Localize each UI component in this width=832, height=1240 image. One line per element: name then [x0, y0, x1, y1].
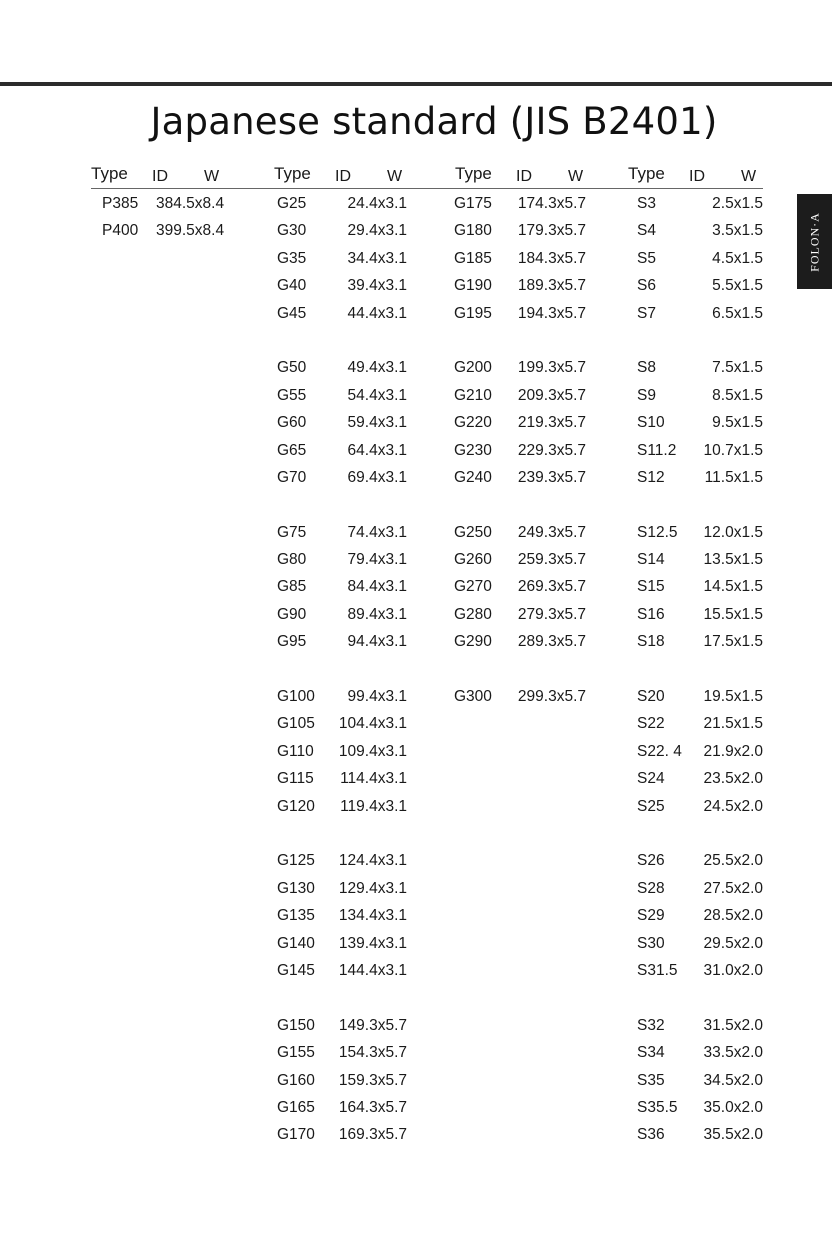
column-header-4: [628, 164, 808, 188]
table-row: [637, 464, 763, 491]
size-cell: 174.3x5.7: [517, 195, 586, 212]
type-cell: S6: [637, 277, 656, 295]
table-row: [277, 793, 407, 820]
header-rule: [91, 188, 763, 189]
group-spacer: [277, 820, 407, 847]
type-cell: S29: [637, 907, 665, 925]
table-row: [454, 245, 586, 272]
type-cell: G55: [277, 386, 307, 404]
size-cell: 109.4x3.1: [338, 742, 407, 760]
type-cell: G75: [277, 523, 307, 541]
table-row: [637, 573, 763, 600]
type-cell: G155: [277, 1044, 315, 1062]
type-cell: G170: [277, 1126, 315, 1144]
type-cell: G190: [454, 277, 492, 295]
table-row: [277, 902, 407, 929]
type-cell: G120: [277, 797, 315, 815]
group-spacer: [454, 327, 586, 354]
table-row: [637, 1039, 763, 1066]
table-row: [277, 738, 407, 765]
size-cell: 199.3x5.7: [517, 359, 586, 377]
size-cell: 35.0x2.0: [703, 1098, 763, 1116]
size-cell: 94.4x3.1: [347, 633, 407, 651]
type-cell: S22. 4: [637, 742, 682, 760]
type-cell: S3: [637, 195, 656, 212]
group-spacer: [454, 491, 586, 518]
table-row: [277, 1121, 407, 1148]
size-cell: 4.5x1.5: [712, 249, 763, 267]
side-tab: [797, 194, 832, 289]
type-cell: G220: [454, 414, 492, 432]
table-row: [277, 437, 407, 464]
type-cell: G30: [277, 222, 307, 240]
type-cell: S12: [637, 468, 665, 486]
type-cell: G70: [277, 468, 307, 486]
type-cell: G195: [454, 304, 492, 322]
size-cell: 31.5x2.0: [703, 1016, 763, 1034]
size-cell: 31.0x2.0: [703, 961, 763, 979]
header-id: ID: [152, 168, 168, 185]
size-cell: 3.5x1.5: [712, 222, 763, 240]
table-row: [277, 930, 407, 957]
table-row: [102, 217, 232, 244]
table-row: [637, 957, 763, 984]
table-row: [277, 957, 407, 984]
table-row: [454, 628, 586, 655]
type-cell: G185: [454, 249, 492, 267]
type-cell: G165: [277, 1098, 315, 1116]
header-w: W: [741, 168, 757, 185]
size-cell: 139.4x3.1: [338, 934, 407, 952]
size-cell: 64.4x3.1: [347, 441, 407, 459]
type-cell: G35: [277, 249, 307, 267]
table-row: [454, 409, 586, 436]
type-cell: S24: [637, 770, 665, 788]
size-cell: 99.4x3.1: [347, 688, 407, 706]
table-row: [454, 300, 586, 327]
header-w: W: [387, 168, 403, 185]
type-cell: G270: [454, 578, 492, 596]
group-spacer: [637, 656, 763, 683]
type-cell: G135: [277, 907, 315, 925]
type-cell: G300: [454, 688, 492, 706]
header-w: W: [204, 168, 220, 185]
type-cell: S32: [637, 1016, 665, 1034]
size-cell: 33.5x2.0: [703, 1044, 763, 1062]
size-cell: 179.3x5.7: [517, 222, 586, 240]
size-cell: 124.4x3.1: [338, 852, 407, 870]
size-cell: 28.5x2.0: [703, 907, 763, 925]
table-row: [637, 190, 763, 217]
table-row: [277, 875, 407, 902]
size-cell: 34.5x2.0: [703, 1071, 763, 1089]
size-cell: 13.5x1.5: [703, 551, 763, 569]
header-id: ID: [335, 168, 351, 185]
size-cell: 69.4x3.1: [347, 468, 407, 486]
type-cell: G145: [277, 961, 315, 979]
header-type: Type: [628, 164, 665, 183]
table-row: [637, 354, 763, 381]
size-cell: 154.3x5.7: [338, 1044, 407, 1062]
column-p-series: [102, 190, 232, 245]
size-cell: 39.4x3.1: [347, 277, 407, 295]
table-row: [102, 190, 232, 217]
size-cell: 2.5x1.5: [712, 195, 763, 212]
size-cell: 269.3x5.7: [517, 578, 586, 596]
type-cell: S25: [637, 797, 665, 815]
group-spacer: [454, 656, 586, 683]
size-cell: 19.5x1.5: [703, 688, 763, 706]
type-cell: S28: [637, 879, 665, 897]
table-row: [454, 519, 586, 546]
type-cell: S14: [637, 551, 665, 569]
header-id: ID: [689, 168, 705, 185]
table-row: [454, 464, 586, 491]
type-cell: G200: [454, 359, 492, 377]
size-cell: 299.3x5.7: [517, 688, 586, 706]
table-row: [277, 546, 407, 573]
type-cell: G80: [277, 551, 307, 569]
size-cell: 119.4x3.1: [340, 797, 407, 815]
group-spacer: [277, 656, 407, 683]
type-cell: S22: [637, 715, 665, 733]
size-cell: 229.3x5.7: [517, 441, 586, 459]
size-cell: 24.4x3.1: [347, 195, 407, 212]
group-spacer: [277, 327, 407, 354]
table-row: [454, 190, 586, 217]
size-cell: 49.4x3.1: [347, 359, 407, 377]
type-cell: G125: [277, 852, 315, 870]
size-cell: 89.4x3.1: [347, 605, 407, 623]
size-cell: 12.0x1.5: [703, 523, 763, 541]
table-row: [277, 1012, 407, 1039]
type-cell: G110: [277, 742, 314, 760]
table-row: [637, 902, 763, 929]
type-cell: G45: [277, 304, 307, 322]
size-cell: 149.3x5.7: [338, 1016, 407, 1034]
group-spacer: [637, 327, 763, 354]
table-row: [637, 875, 763, 902]
type-cell: P385: [102, 195, 139, 212]
type-cell: G100: [277, 688, 315, 706]
type-cell: G25: [277, 195, 307, 212]
table-row: [637, 628, 763, 655]
table-row: [454, 683, 586, 710]
table-row: [277, 519, 407, 546]
table-row: [637, 382, 763, 409]
size-cell: 35.5x2.0: [703, 1126, 763, 1144]
table-row: [637, 519, 763, 546]
type-cell: S11.2: [637, 441, 677, 459]
size-cell: 279.3x5.7: [517, 605, 586, 623]
size-cell: 104.4x3.1: [338, 715, 407, 733]
size-cell: 184.3x5.7: [517, 249, 586, 267]
type-cell: S35: [637, 1071, 665, 1089]
type-cell: S12.5: [637, 523, 678, 541]
size-cell: 17.5x1.5: [703, 633, 763, 651]
size-cell: 164.3x5.7: [338, 1098, 407, 1116]
size-cell: 59.4x3.1: [347, 414, 407, 432]
table-row: [277, 272, 407, 299]
size-cell: 23.5x2.0: [703, 770, 763, 788]
table-row: [637, 710, 763, 737]
size-cell: 44.4x3.1: [347, 304, 407, 322]
table-row: [277, 628, 407, 655]
type-cell: G50: [277, 359, 307, 377]
type-cell: G105: [277, 715, 315, 733]
type-cell: G85: [277, 578, 307, 596]
table-row: [277, 409, 407, 436]
type-cell: G60: [277, 414, 307, 432]
size-cell: 134.4x3.1: [338, 907, 407, 925]
column-s-series: [637, 190, 763, 1149]
size-cell: 29.5x2.0: [703, 934, 763, 952]
column-header-2: [274, 164, 454, 188]
table-row: [454, 217, 586, 244]
header-type: Type: [455, 164, 492, 183]
table-row: [277, 1039, 407, 1066]
type-cell: G130: [277, 879, 315, 897]
side-tab-label: FOLON·A: [807, 211, 821, 272]
size-cell: 84.4x3.1: [347, 578, 407, 596]
size-cell: 129.4x3.1: [338, 879, 407, 897]
type-cell: S35.5: [637, 1098, 678, 1116]
type-cell: G140: [277, 934, 315, 952]
table-row: [637, 300, 763, 327]
size-cell: 219.3x5.7: [517, 414, 586, 432]
size-cell: 249.3x5.7: [517, 523, 586, 541]
group-spacer: [637, 820, 763, 847]
type-cell: G40: [277, 277, 307, 295]
size-cell: 11.5x1.5: [704, 468, 763, 486]
table-row: [454, 437, 586, 464]
table-row: [637, 793, 763, 820]
type-cell: S4: [637, 222, 656, 240]
type-cell: S36: [637, 1126, 665, 1144]
size-cell: 239.3x5.7: [517, 468, 586, 486]
table-row: [454, 272, 586, 299]
table-row: [637, 1012, 763, 1039]
type-cell: S18: [637, 633, 665, 651]
table-row: [277, 683, 407, 710]
type-cell: G280: [454, 605, 492, 623]
header-type: Type: [91, 164, 128, 183]
type-cell: S26: [637, 852, 665, 870]
size-cell: 169.3x5.7: [338, 1126, 407, 1144]
table-row: [277, 847, 407, 874]
table-row: [277, 1067, 407, 1094]
header-id: ID: [516, 168, 532, 185]
table-row: [637, 217, 763, 244]
table-row: [454, 601, 586, 628]
size-cell: 114.4x3.1: [340, 770, 407, 788]
table-row: [277, 217, 407, 244]
size-cell: 21.9x2.0: [703, 742, 763, 760]
size-cell: 54.4x3.1: [347, 386, 407, 404]
group-spacer: [277, 984, 407, 1011]
column-g-series-small: [277, 190, 407, 1149]
table-row: [637, 1094, 763, 1121]
type-cell: S9: [637, 386, 656, 404]
type-cell: G180: [454, 222, 492, 240]
type-cell: G260: [454, 551, 492, 569]
type-cell: S15: [637, 578, 665, 596]
table-row: [637, 1067, 763, 1094]
size-cell: 7.5x1.5: [712, 359, 763, 377]
size-cell: 25.5x2.0: [703, 852, 763, 870]
group-spacer: [637, 984, 763, 1011]
table-row: [637, 245, 763, 272]
type-cell: S20: [637, 688, 665, 706]
type-cell: G290: [454, 633, 492, 651]
type-cell: G90: [277, 605, 307, 623]
table-row: [637, 930, 763, 957]
column-g-series-large: [454, 190, 586, 710]
table-row: [637, 683, 763, 710]
type-cell: G160: [277, 1071, 315, 1089]
table-row: [277, 354, 407, 381]
size-cell: 10.7x1.5: [703, 441, 763, 459]
type-cell: G230: [454, 441, 492, 459]
type-cell: G115: [277, 770, 314, 788]
table-row: [637, 765, 763, 792]
size-cell: 24.5x2.0: [703, 797, 763, 815]
table-row: [637, 601, 763, 628]
type-cell: G150: [277, 1016, 315, 1034]
table-row: [454, 354, 586, 381]
table-row: [277, 190, 407, 217]
type-cell: S7: [637, 304, 656, 322]
top-rule: [0, 82, 832, 86]
table-row: [277, 245, 407, 272]
type-cell: G210: [454, 386, 492, 404]
type-cell: S8: [637, 359, 656, 377]
size-cell: 159.3x5.7: [338, 1071, 407, 1089]
table-row: [277, 573, 407, 600]
size-cell: 259.3x5.7: [517, 551, 586, 569]
table-row: [277, 300, 407, 327]
type-cell: S5: [637, 249, 656, 267]
size-cell: 194.3x5.7: [517, 304, 586, 322]
table-row: [637, 272, 763, 299]
table-row: [277, 765, 407, 792]
table-row: [637, 738, 763, 765]
size-cell: 209.3x5.7: [517, 386, 586, 404]
table-row: [637, 437, 763, 464]
table-row: [277, 1094, 407, 1121]
size-cell: 289.3x5.7: [517, 633, 586, 651]
header-w: W: [568, 168, 584, 185]
size-cell: 6.5x1.5: [712, 304, 763, 322]
type-cell: S31.5: [637, 961, 678, 979]
group-spacer: [637, 491, 763, 518]
table-row: [637, 847, 763, 874]
size-cell: 29.4x3.1: [347, 222, 407, 240]
table-row: [637, 409, 763, 436]
table-row: [277, 382, 407, 409]
type-cell: G175: [454, 195, 492, 212]
header-type: Type: [274, 164, 311, 183]
type-cell: G250: [454, 523, 492, 541]
table-row: [277, 464, 407, 491]
size-cell: 79.4x3.1: [347, 551, 407, 569]
table-row: [277, 601, 407, 628]
type-cell: G65: [277, 441, 307, 459]
column-header-3: [455, 164, 635, 188]
size-cell: 399.5x8.4: [156, 222, 225, 240]
page-title: Japanese standard (JIS B2401): [150, 100, 718, 143]
type-cell: G240: [454, 468, 492, 486]
table-row: [454, 573, 586, 600]
type-cell: G95: [277, 633, 307, 651]
table-row: [277, 710, 407, 737]
size-cell: 9.5x1.5: [712, 414, 763, 432]
size-cell: 34.4x3.1: [347, 249, 407, 267]
group-spacer: [277, 491, 407, 518]
size-cell: 14.5x1.5: [703, 578, 763, 596]
size-cell: 74.4x3.1: [347, 523, 407, 541]
type-cell: S30: [637, 934, 665, 952]
type-cell: S10: [637, 414, 665, 432]
type-cell: P400: [102, 222, 139, 240]
table-row: [454, 546, 586, 573]
size-cell: 8.5x1.5: [712, 386, 763, 404]
column-header-1: [91, 164, 271, 188]
table-row: [454, 382, 586, 409]
size-cell: 144.4x3.1: [338, 961, 407, 979]
size-cell: 384.5x8.4: [156, 195, 225, 212]
size-cell: 21.5x1.5: [703, 715, 763, 733]
size-cell: 15.5x1.5: [703, 605, 763, 623]
type-cell: S16: [637, 605, 665, 623]
size-cell: 189.3x5.7: [517, 277, 586, 295]
size-cell: 27.5x2.0: [703, 879, 763, 897]
size-cell: 5.5x1.5: [712, 277, 763, 295]
table-row: [637, 546, 763, 573]
table-row: [637, 1121, 763, 1148]
type-cell: S34: [637, 1044, 665, 1062]
